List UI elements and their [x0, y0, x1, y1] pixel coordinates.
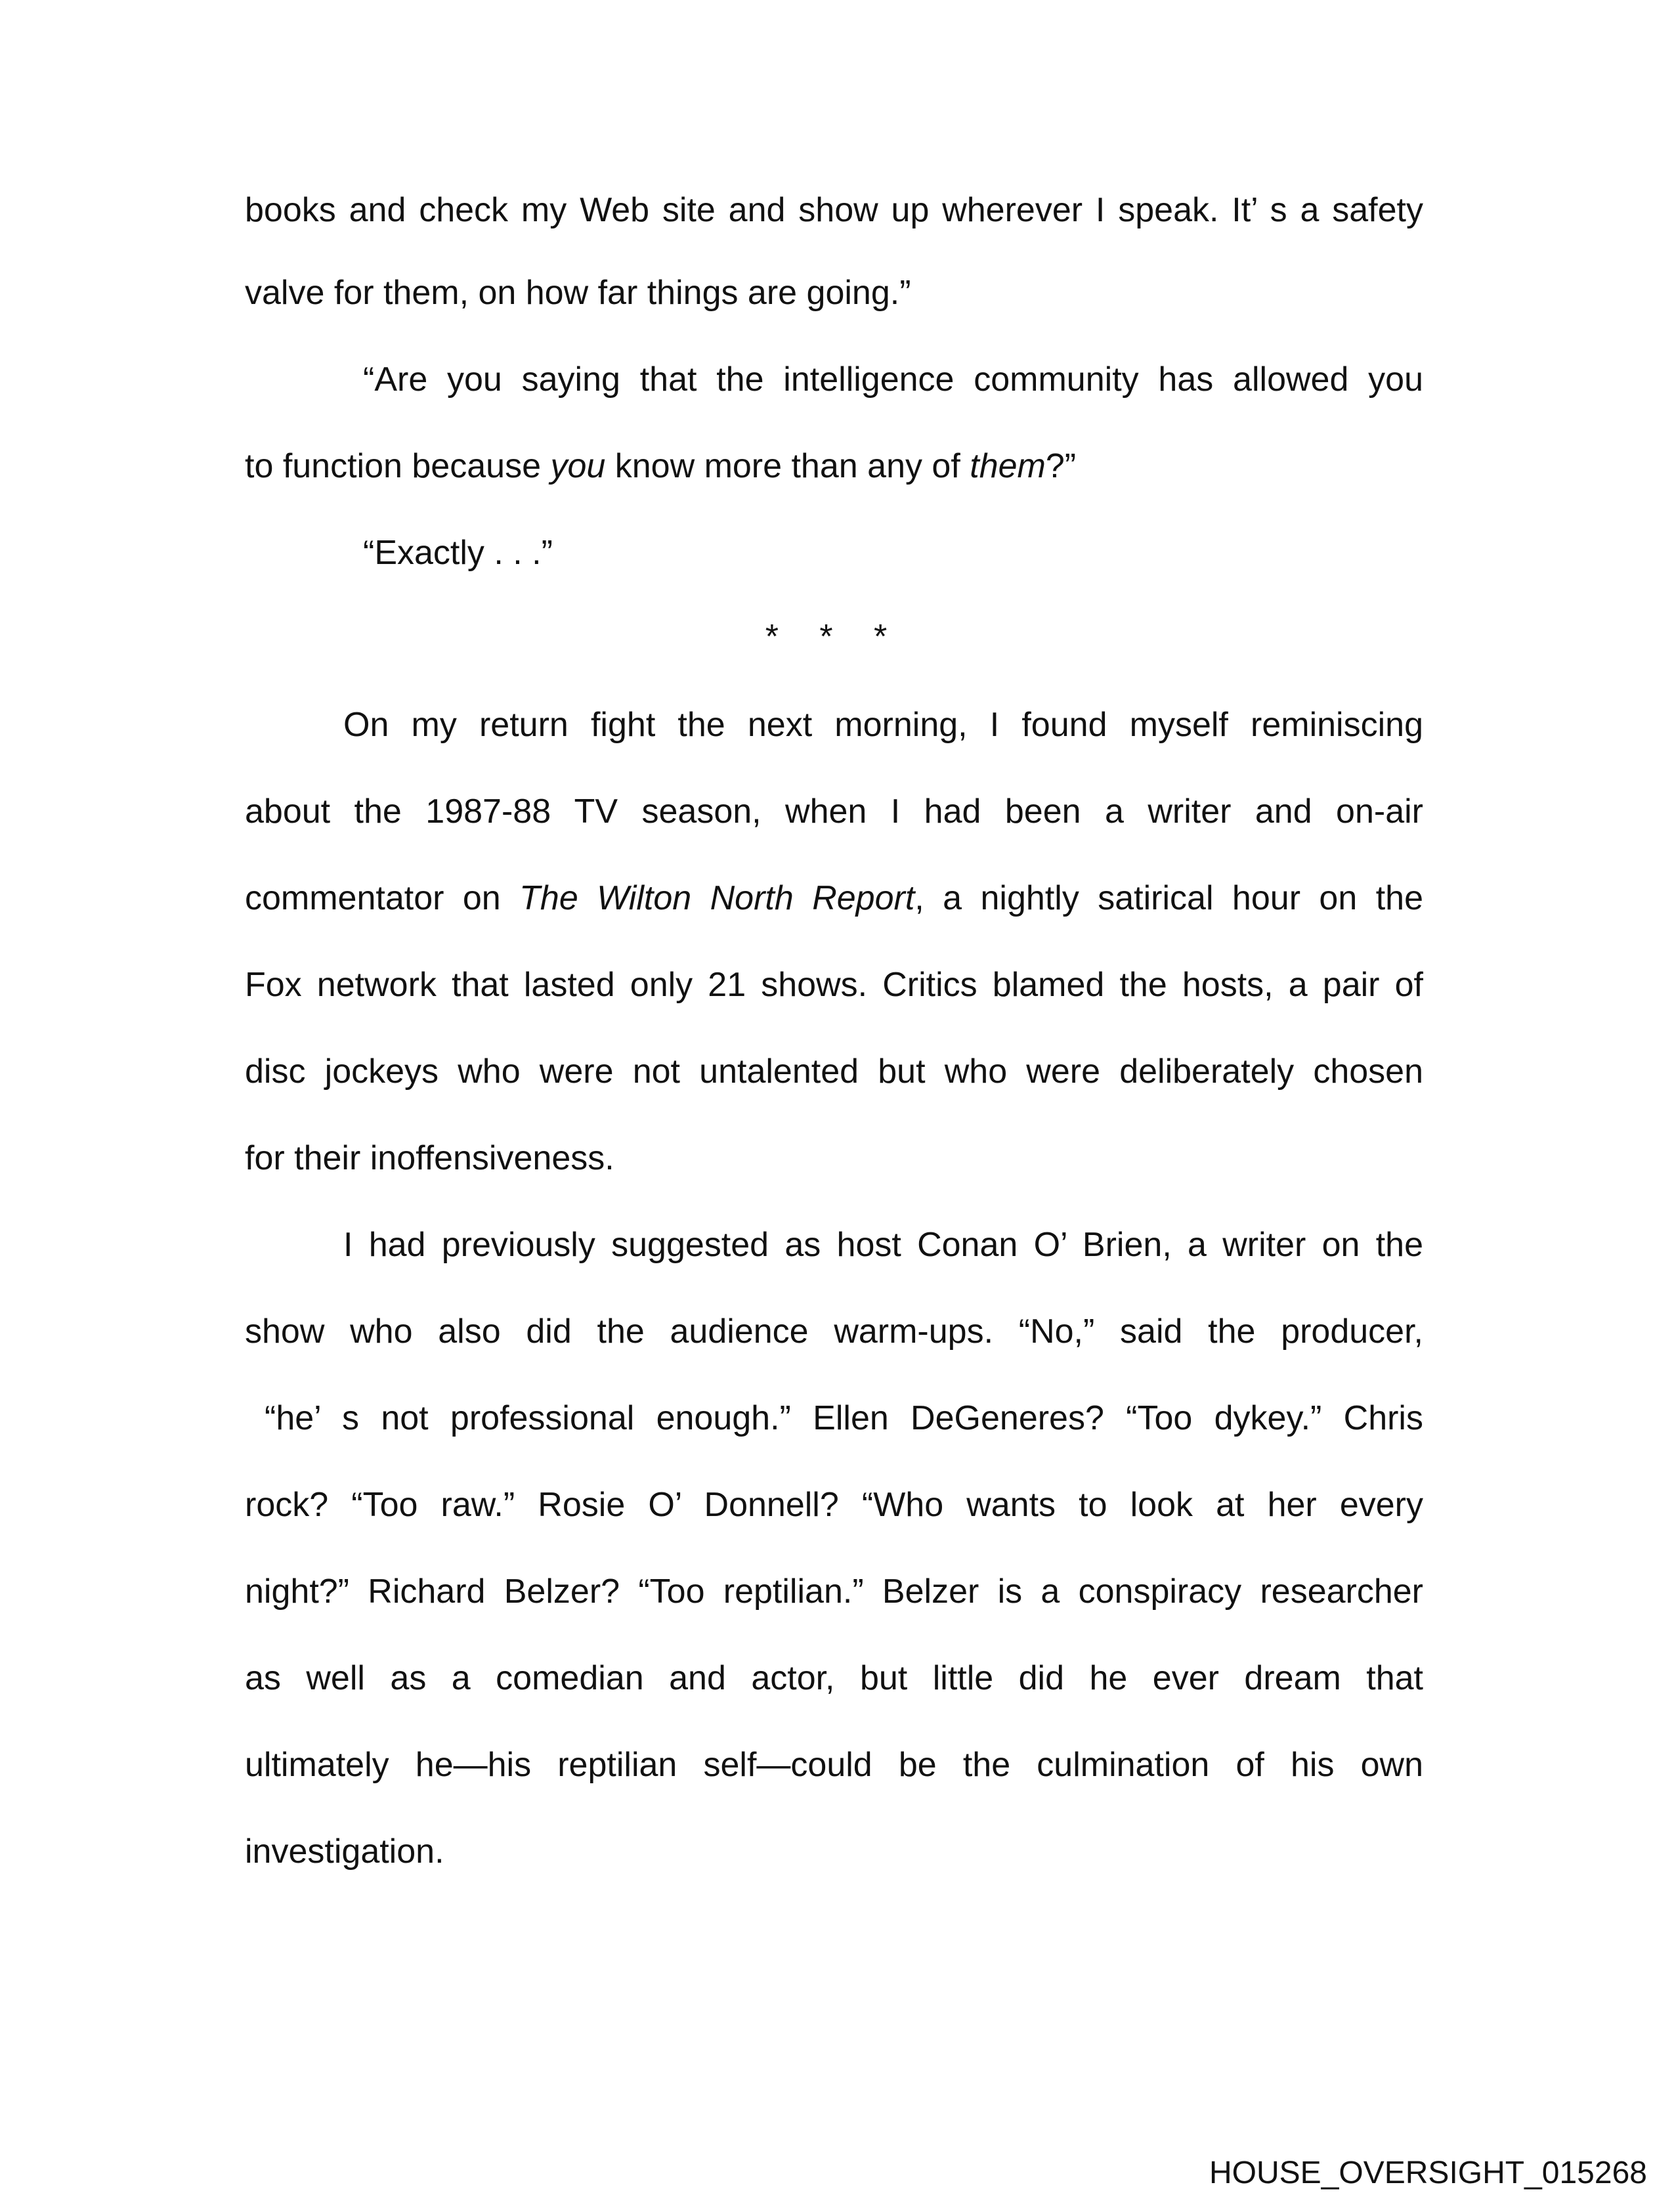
italic-text: you — [550, 447, 606, 485]
text-line-with-italics — [245, 878, 1423, 918]
text-line: books and check my Web site and show up wherever I speak. It’ s a safety — [245, 191, 1423, 229]
text-line: about the 1987-88 TV season, when I had been a writer and on-air — [245, 792, 1423, 831]
bates-number: HOUSE_OVERSIGHT_015268 — [1209, 2156, 1647, 2190]
text-line: investigation. — [245, 1832, 444, 1871]
text-run: to function because — [245, 447, 551, 485]
text-line: for their inoffensiveness. — [245, 1139, 614, 1177]
text-line: Fox network that lasted only 21 shows. Critics blamed the hosts, a pair of — [245, 966, 1423, 1004]
section-break: * * * — [765, 618, 903, 656]
text-run: ?” — [1045, 447, 1077, 485]
text-line: as well as a comedian and actor, but little did he ever dream that — [245, 1659, 1423, 1697]
text-line: On my return fight the next morning, I found myself reminiscing — [343, 706, 1423, 744]
text-line: “Are you saying that the intelligence community has allowed you — [363, 360, 1423, 399]
text-line: ultimately he—his reptilian self—could be the culmination of his own — [245, 1746, 1423, 1784]
text-run: know more than any of — [605, 447, 970, 485]
text-line: disc jockeys who were not untalented but who were deliberately chosen — [245, 1052, 1423, 1091]
text-line: I had previously suggested as host Conan O’ Brien, a writer on the — [343, 1226, 1423, 1264]
italic-title: The Wilton North Report — [519, 879, 915, 917]
text-line: rock? “Too raw.” Rosie O’ Donnell? “Who wants to look at her every — [245, 1486, 1423, 1524]
text-line: valve for them, on how far things are going.” — [245, 274, 911, 312]
italic-text: them — [970, 447, 1046, 485]
text-run: , a nightly satirical hour on the — [914, 879, 1423, 917]
text-line: “he’ s not professional enough.” Ellen DeGeneres? “Too dykey.” Chris — [265, 1399, 1423, 1437]
text-line: show who also did the audience warm-ups. “No,” said the producer, — [245, 1312, 1423, 1351]
text-line-with-italics — [245, 446, 1076, 486]
text-line: night?” Richard Belzer? “Too reptilian.” Belzer is a conspiracy researcher — [245, 1572, 1423, 1611]
text-line: “Exactly . . .” — [363, 534, 553, 572]
text-run: commentator on — [245, 879, 520, 917]
